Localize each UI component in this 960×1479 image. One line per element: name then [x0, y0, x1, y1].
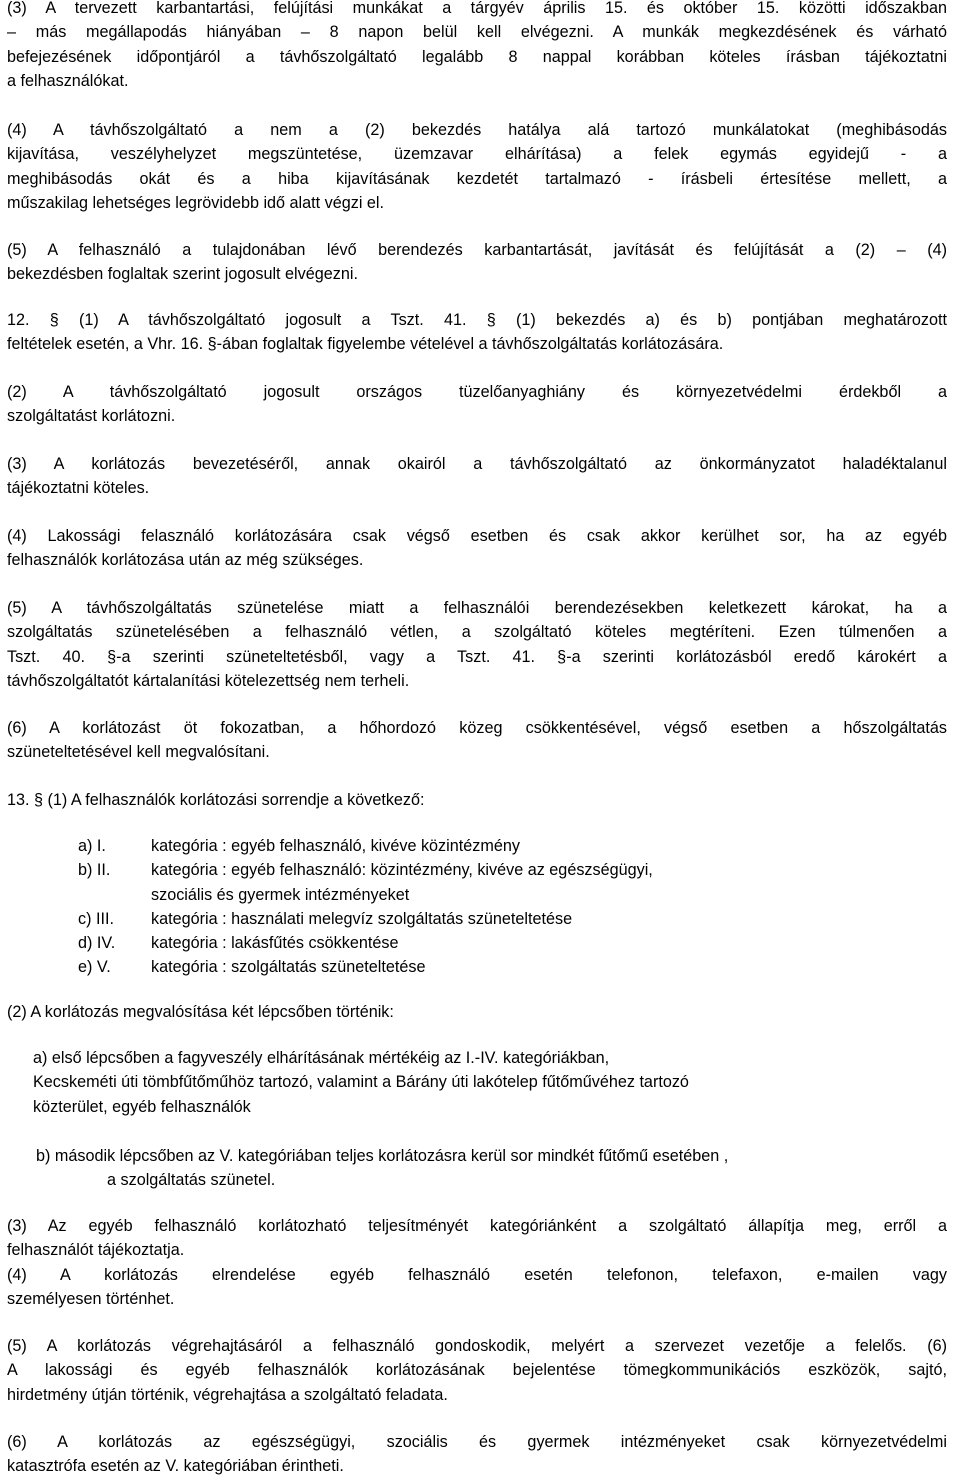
text-line: feltételek esetén, a Vhr. 16. §-ában foglaltak figyelembe vételével a távhőszolgáltatás korlátozására.	[7, 335, 724, 354]
category-key: e) V.	[78, 958, 111, 977]
text-line: bekezdésben foglaltak szerint jogosult elvégezni.	[7, 265, 358, 284]
text-line: meghibásodás okát és a hiba kijavításának kezdetét tartalmazó - írásbeli értesítése mellett, a	[7, 169, 947, 188]
paragraph-5-user-equipment	[7, 238, 947, 287]
text-line: műszakilag lehetséges legrövidebb idő alatt végzi el.	[7, 193, 385, 212]
text-line: (6) A korlátozást öt fokozatban, a hőhordozó közeg csökkentésével, végső esetben a hőszolgáltatás	[7, 719, 947, 737]
text-line: befejezésének időpontjáról a távhőszolgáltató legalább 8 nappal korábban köteles írásban tájékoztatni	[7, 47, 947, 66]
text-line: tájékoztatni köteles.	[7, 479, 150, 498]
text-line: (6) A korlátozás az egészségügyi, szociális és gyermek intézményeket csak környezetvédelmi	[7, 1433, 947, 1451]
category-list	[78, 834, 653, 980]
text-line: távhőszolgáltatót kártalanítási kötelezettség nem terheli.	[7, 671, 410, 690]
text-line: a) első lépcsőben a fagyveszély elhárításának mértékéig az I.-IV. kategóriákban,	[33, 1049, 610, 1067]
paragraph-3-maintenance-schedule	[7, 0, 947, 93]
section-13-paragraph-3	[7, 1214, 947, 1263]
text-line: Kecskeméti úti tömbfűtőműhöz tartozó, valamint a Bárány úti lakótelep fűtőművéhez tartozó	[33, 1073, 689, 1092]
text-line: (2) A távhőszolgáltató jogosult országos tüzelőanyaghiány és környezetvédelmi érdekből a	[7, 383, 947, 401]
category-key: a) I.	[78, 837, 106, 855]
text-line: (4) A korlátozás elrendelése egyéb felhasználó esetén telefonon, telefaxon, e-mailen vagy	[7, 1266, 947, 1284]
category-text: kategória : használati melegvíz szolgáltatás szüneteltetése	[151, 909, 573, 928]
step-a	[33, 1046, 913, 1119]
section-12-paragraph-4	[7, 524, 947, 573]
text-line: (5) A távhőszolgáltatás szünetelése miatt a felhasználói berendezésekben keletkezett károkat, ha a	[7, 599, 947, 617]
text-line: (2) A korlátozás megvalósítása két lépcsőben történik:	[7, 1003, 394, 1021]
category-key: d) IV.	[78, 934, 116, 953]
text-line: kijavítása, veszélyhelyzet megszüntetése, üzemzavar elhárítása) a felek egymás egyidejű - a	[7, 145, 947, 164]
section-12-paragraph-6	[7, 716, 947, 765]
text-line: 13. § (1) A felhasználók korlátozási sorrendje a következő:	[7, 791, 425, 809]
text-line: közterület, egyéb felhasználók	[33, 1097, 251, 1116]
section-12-paragraph-1	[7, 308, 947, 357]
category-item	[78, 907, 653, 931]
category-text: kategória : egyéb felhasználó: közintézmény, kivéve az egészségügyi,	[151, 861, 653, 880]
section-13-paragraph-5	[7, 1334, 947, 1407]
text-line: (4) Lakossági felasználó korlátozására csak végső esetben és csak akkor kerülhet sor, ha az egyéb	[7, 527, 947, 545]
text-line: (3) A korlátozás bevezetéséről, annak okairól a távhőszolgáltató az önkormányzatot haladéktalanul	[7, 455, 947, 473]
category-item	[78, 955, 653, 979]
section-13-paragraph-6	[7, 1430, 947, 1479]
category-item	[78, 834, 653, 858]
text-line: hirdetmény útján történik, végrehajtása a szolgáltató feladata.	[7, 1385, 448, 1404]
step-b	[36, 1144, 947, 1193]
section-12-paragraph-5	[7, 596, 947, 693]
text-line: (3) A tervezett karbantartási, felújítási munkákat a tárgyév április 15. és október 15. közötti időszakban	[7, 0, 947, 17]
section-13-paragraph-4	[7, 1263, 947, 1312]
section-12-paragraph-3	[7, 452, 947, 501]
text-line: b) második lépcsőben az V. kategóriában teljes korlátozásra kerül sor mindkét fűtőmű esetében ,	[36, 1147, 729, 1165]
text-line: a szolgáltatás szünetel.	[107, 1171, 276, 1190]
category-item	[78, 931, 653, 955]
text-line: a felhasználókat.	[7, 71, 129, 90]
category-key: b) II.	[78, 861, 111, 880]
text-line: (3) Az egyéb felhasználó korlátozható teljesítményét kategóriánként a szolgáltató állapítja meg, erről a	[7, 1217, 947, 1235]
category-text: kategória : szolgáltatás szüneteltetése	[151, 958, 426, 977]
text-line: szolgáltatás szünetelésében a felhasználó vétlen, a szolgáltató köteles megtéríteni. Ezen túlmenően a	[7, 623, 947, 642]
text-line: 12. § (1) A távhőszolgáltató jogosult a Tszt. 41. § (1) bekezdés a) és b) pontjában meghatározott	[7, 311, 947, 329]
text-line: szolgáltatást korlátozni.	[7, 407, 176, 426]
text-line: katasztrófa esetén az V. kategóriában érintheti.	[7, 1457, 344, 1476]
text-line: szüneteltetésével kell megvalósítani.	[7, 743, 270, 762]
text-line: – más megállapodás hiányában – 8 napon belül kell elvégezni. A munkák megkezdésének és várható	[7, 23, 947, 42]
text-line: (5) A korlátozás végrehajtásáról a felhasználó gondoskodik, melyért a szervezet vezetője a felelős. (6)	[7, 1337, 947, 1355]
text-line: Tszt. 40. §-a szerinti szüneteltetésből, vagy a Tszt. 41. §-a szerinti korlátozásból eredő károkért a	[7, 647, 947, 666]
text-line: (4) A távhőszolgáltató a nem a (2) bekezdés hatálya alá tartozó munkálatokat (meghibásodás	[7, 121, 947, 139]
section-13-paragraph-2	[7, 1000, 947, 1024]
text-line: felhasználót tájékoztatja.	[7, 1241, 185, 1260]
section-13-paragraph-1	[7, 788, 947, 812]
section-12-paragraph-2	[7, 380, 947, 429]
category-item	[78, 858, 653, 907]
text-line: A lakossági és egyéb felhasználók korlátozásának bejelentése tömegkommunikációs eszközök, sajtó,	[7, 1361, 947, 1380]
paragraph-4-repairs	[7, 118, 947, 215]
category-text: kategória : egyéb felhasználó, kivéve közintézmény	[151, 837, 520, 855]
category-key: c) III.	[78, 909, 114, 928]
category-text: szociális és gyermek intézményeket	[151, 885, 410, 904]
category-text: kategória : lakásfűtés csökkentése	[151, 934, 399, 953]
text-line: személyesen történhet.	[7, 1290, 175, 1309]
text-line: felhasználók korlátozása után az még szükséges.	[7, 551, 364, 570]
text-line: (5) A felhasználó a tulajdonában lévő berendezés karbantartását, javítását és felújítását a (2) – (4)	[7, 241, 947, 259]
